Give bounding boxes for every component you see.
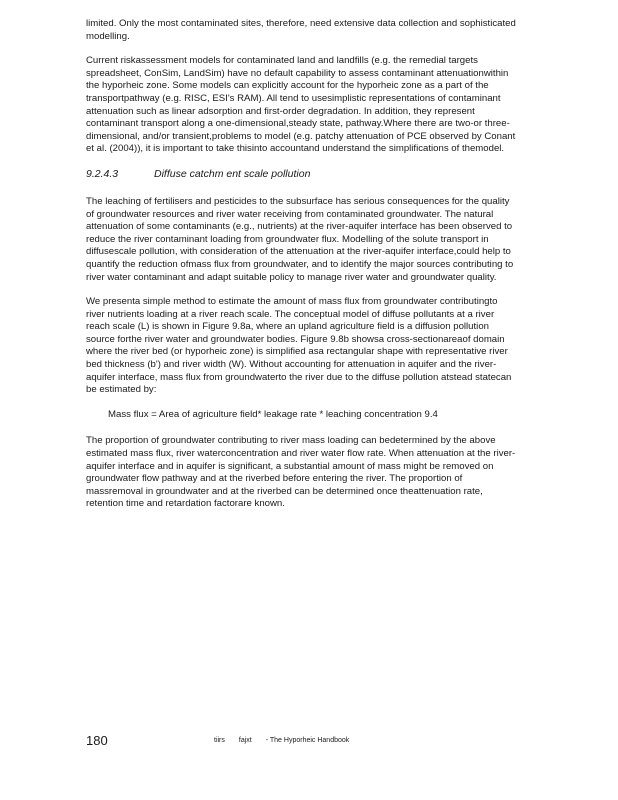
paragraph-leaching: The leaching of fertilisers and pesticides to the subsurface has serious consequences for the quality of groundwater resources and river water receiving from contaminated groundwater. The natural attenuation of some contaminants (e.g., nutrients) at the river-aquifer interface has been observed to reduce the river contaminant loading from groundwater flux. Modelling of the solute transport in diffusescale pollution, with consideration of the attenuation at the river-aquifer interface,could help to quantify the reduction ofmass flux from groundwater, and to identify the major sources contributing to river water contaminant and adapt suitable policy to manage river water and groundwater quality.: [86, 195, 514, 283]
paragraph-method: We presenta simple method to estimate the amount of mass flux from groundwater contributingto river nutrients loading at a river reach scale. The conceptual model of diffuse pollutants at a river reach scale (L) is shown in Figure 9.8a, where an upland agriculture field is a diffusion pollution source forthe river water and groundwater bodies. Figure 9.8b showsa cross-sectionareaof domain where the river bed (or hyporheic zone) is simplified asa rectangular shape with representative river bed thickness (b') and river width (W). Without accounting for attenuation in aquifer and the river-aquifer interface, mass flux from groundwaterto the river due to the diffuse pollution atstead statecan be estimated by:: [86, 296, 512, 396]
footer-running-title: [214, 737, 363, 744]
footer-part-1: tiirs: [214, 737, 225, 744]
paragraph-risk-assessment-models: Current riskassessment models for contaminated land and landfills (e.g. the remedial targets spreadsheet, ConSim, LandSim) have no default capability to assess contaminant attenuationwithin the hyporheic zone. Some models can explicitly account for the hyporheic zone as a part of the transportpathway (e.g. RISC, ESI's RAM). All tend to usesimplistic representations of contaminant attenuation such as linear adsorption and first-order degradation. In addition, they represent contaminant transport along a one-dimensional,steady state, pathway.Where there are two-or three-dimensional, and/or transient,problems to model (e.g. patchy attenuation of PCE observed by Conant et al. (2004)), it is important to take thisinto accountand understand the simplifications of themodel.: [86, 55, 516, 155]
page-body: [86, 18, 516, 523]
equation-mass-flux: Mass flux = Area of agriculture field* leakage rate * leaching concentration 9.4: [108, 408, 438, 420]
paragraph-intro-continuation: limited. Only the most contaminated sites, therefore, need extensive data collection and sophisticated modelling.: [86, 18, 516, 42]
footer-book-title: - The Hyporheic Handbook: [265, 737, 350, 744]
page-footer: [86, 733, 526, 749]
section-heading: [86, 168, 516, 180]
paragraph-proportion: The proportion of groundwater contributing to river mass loading can bedetermined by the above estimated mass flux, river waterconcentration and river water flow rate. When attenuation at the river-aquifer interface and in aquifer is significant, a substantial amount of mass might be removed on groundwater flow pathway and at the riverbed before entering the river. The proportion of massremoval in groundwater and at the riverbed can be determined once theattenuation rate, retention time and retardation factorare known.: [86, 435, 516, 510]
section-number: 9.2.4.3: [86, 167, 119, 180]
page-number: 180: [86, 733, 108, 748]
footer-part-2: fajxt: [238, 737, 252, 744]
section-title: Diffuse catchm ent scale pollution: [154, 167, 311, 180]
